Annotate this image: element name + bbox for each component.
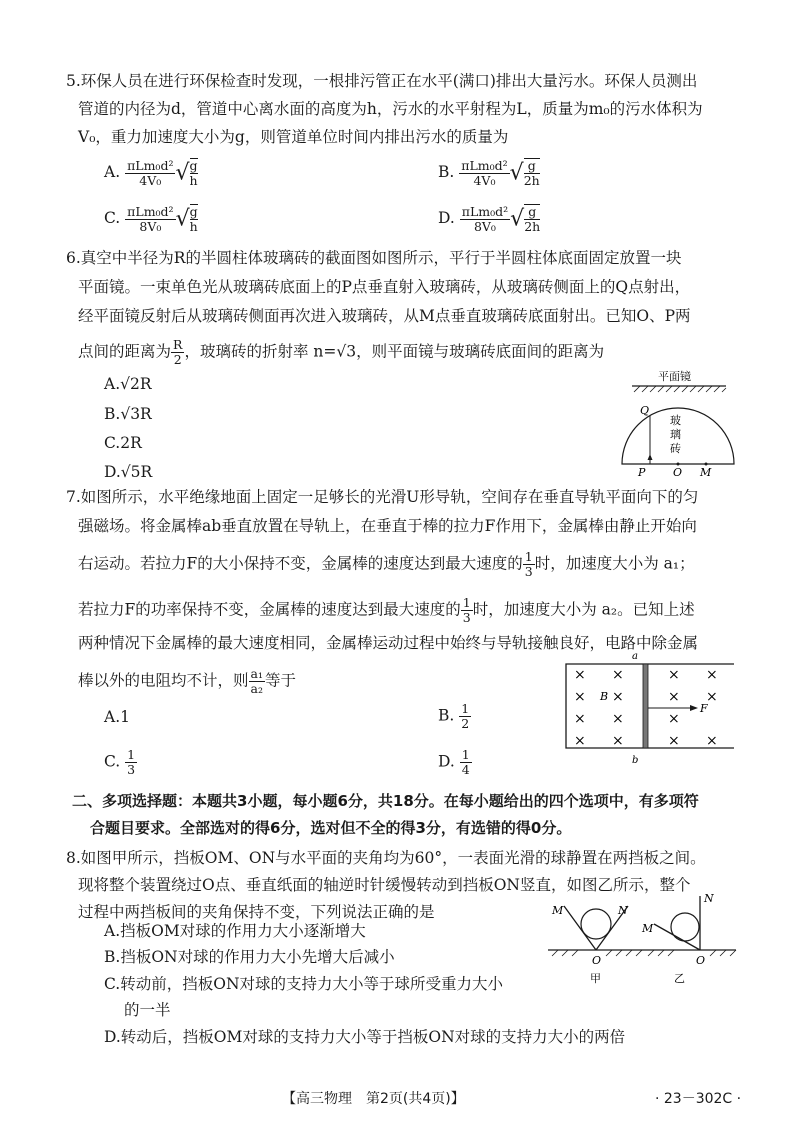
q6-line-1: 6.真空中半径为R的半圆柱体玻璃砖的截面图如图所示，平行于半圆柱体底面固定放置一块 xyxy=(66,249,682,267)
radicand-denominator: 2h xyxy=(524,219,541,234)
cross-icon: × xyxy=(612,689,624,705)
board-on xyxy=(596,906,628,950)
option-letter: C. xyxy=(104,752,121,771)
q7-line-4 xyxy=(78,596,695,625)
q6-option-b[interactable]: B.√3R xyxy=(104,405,152,423)
label-b: b xyxy=(632,755,639,766)
ray-arrow-icon xyxy=(648,454,653,460)
u-rail-figure xyxy=(560,648,740,768)
q8-option-c-cont: 的一半 xyxy=(124,1001,171,1019)
paper-code: · 23－302C · xyxy=(655,1091,742,1107)
label-n: N xyxy=(704,892,714,905)
board-om xyxy=(654,924,700,950)
option-denominator: 2 xyxy=(461,716,470,731)
option-letter: A. xyxy=(104,163,121,181)
cross-icon: × xyxy=(612,667,624,683)
option-denominator: 4V₀ xyxy=(139,172,162,188)
option-letter: A. xyxy=(104,708,121,726)
q8-line-3: 过程中两挡板间的夹角保持不变，下列说法正确的是 xyxy=(78,903,435,921)
q5-line-1: 5.环保人员在进行环保检查时发现，一根排污管正在水平(满口)排出大量污水。环保人员测出 xyxy=(66,72,698,90)
q7-line-5: 两种情况下金属棒的最大速度相同，金属棒运动过程中始终与导轨接触良好，电路中除金属 xyxy=(78,634,699,652)
q7-line-6-post: 等于 xyxy=(264,671,296,690)
label-o: O xyxy=(592,954,602,967)
glass-label-3: 砖 xyxy=(670,442,681,455)
label-m: M xyxy=(642,922,654,935)
q6-line-4-post: ，玻璃砖的折射率 n=√3，则平面镜与玻璃砖底面间的距离为 xyxy=(184,342,605,361)
q8-line-1: 8.如图甲所示，挡板OM、ON与水平面的夹角均为60°，一表面光滑的球静置在两挡板之间。 xyxy=(66,849,706,867)
section-2-line-2: 合题目要求。全部选对的得6分，选对但不全的得3分，有选错的得0分。 xyxy=(90,819,572,837)
option-denominator: 8V₀ xyxy=(473,218,496,234)
label-o: O xyxy=(696,954,706,967)
fraction-numerator: 1 xyxy=(524,549,533,564)
figure-yi xyxy=(640,888,740,988)
q7-line-6-pre: 棒以外的电阻均不计，则 xyxy=(78,671,249,690)
ground-hatching xyxy=(648,950,736,956)
q7-option-c[interactable] xyxy=(104,748,137,777)
q8-line-2: 现将整个装置绕过O点、垂直纸面的轴逆时针缓慢转动到挡板ON竖直，如图乙所示，整个 xyxy=(78,876,691,894)
option-letter: D. xyxy=(438,209,455,227)
metal-rod xyxy=(643,664,648,748)
force-f-label: F xyxy=(700,702,708,715)
fraction-denominator: 3 xyxy=(462,610,471,625)
q7-option-a[interactable] xyxy=(104,708,130,726)
mirror-label: 平面镜 xyxy=(658,370,691,383)
q7-line-3-pre: 右运动。若拉力F的大小保持不变，金属棒的速度达到最大速度的 xyxy=(78,554,523,573)
page-footer: 【高三物理 第2页(共4页)】 xyxy=(282,1091,465,1107)
radicand-numerator: g xyxy=(524,159,540,174)
field-b-label: B xyxy=(600,690,609,703)
q6-line-3: 经平面镜反射后从玻璃砖侧面再次进入玻璃砖，从M点垂直玻璃砖底面射出。已知O、P两 xyxy=(78,307,691,325)
cross-icon: × xyxy=(706,733,718,749)
q8-option-d[interactable]: D.转动后，挡板OM对球的支持力大小等于挡板ON对球的支持力大小的两倍 xyxy=(104,1028,626,1046)
q7-option-d[interactable] xyxy=(438,748,472,777)
point-p-label: P xyxy=(638,466,646,478)
fraction-numerator: 1 xyxy=(462,595,471,610)
option-numerator: πLm₀d² xyxy=(461,157,508,173)
q5-line-2: 管道的内径为d，管道中心离水面的高度为h，污水的水平射程为L，质量为m₀的污水体积为 xyxy=(78,100,703,118)
cross-icon: × xyxy=(574,667,586,683)
label-m: M xyxy=(552,904,564,917)
option-letter: C. xyxy=(104,209,121,227)
point-q-label: Q xyxy=(640,404,650,417)
ball xyxy=(581,909,611,939)
q8-option-b[interactable]: B.挡板ON对球的作用力大小先增大后减小 xyxy=(104,948,395,966)
q6-option-c[interactable]: C.2R xyxy=(104,434,142,452)
glass-label-1: 玻 xyxy=(670,414,681,427)
label-jia: 甲 xyxy=(590,972,601,985)
option-numerator: πLm₀d² xyxy=(461,203,509,219)
label-n: N xyxy=(618,904,628,917)
radical-icon: √ xyxy=(509,160,524,186)
radicand-denominator: h xyxy=(189,173,198,188)
board-om xyxy=(564,906,596,950)
cross-icon: × xyxy=(706,689,718,705)
point-m-label: M xyxy=(700,466,712,478)
figure-jia xyxy=(540,888,650,988)
option-denominator: 4V₀ xyxy=(473,172,496,188)
label-yi: 乙 xyxy=(674,972,685,985)
glass-label-2: 璃 xyxy=(670,428,681,441)
option-denominator: 4 xyxy=(461,762,470,777)
q8-option-a[interactable]: A.挡板OM对球的作用力大小逐渐增大 xyxy=(104,922,366,940)
q7-line-1: 7.如图所示，水平绝缘地面上固定一足够长的光滑U形导轨，空间存在垂直导轨平面向下的匀 xyxy=(66,488,699,506)
option-numerator: 1 xyxy=(461,747,470,762)
fraction-numerator: a₁ xyxy=(250,666,263,681)
q7-line-6 xyxy=(78,667,296,696)
q7-line-2: 强磁场。将金属棒ab垂直放置在导轨上，在垂直于棒的拉力F作用下，金属棒由静止开始向 xyxy=(78,517,697,535)
cross-icon: × xyxy=(574,733,586,749)
radical-icon: √ xyxy=(175,160,190,186)
q5-line-3: V₀，重力加速度大小为g，则管道单位时间内排出污水的质量为 xyxy=(78,128,509,146)
radicand-denominator: h xyxy=(189,219,198,234)
fraction-denominator: 3 xyxy=(524,564,533,579)
cross-icon: × xyxy=(612,711,624,727)
q7-line-4-pre: 若拉力F的功率保持不变，金属棒的速度达到最大速度的 xyxy=(78,600,461,619)
mirror-hatching xyxy=(634,386,726,392)
q7-line-3-post: 时，加速度大小为 a₁； xyxy=(534,554,695,573)
option-denominator: 3 xyxy=(127,762,136,777)
force-arrow-icon xyxy=(690,705,698,711)
option-value: 1 xyxy=(120,708,130,726)
q5-option-d[interactable] xyxy=(438,204,540,234)
cross-icon: × xyxy=(668,711,680,727)
fraction-denominator: a₂ xyxy=(250,681,263,696)
cross-icon: × xyxy=(668,667,680,683)
radical-icon: √ xyxy=(175,206,190,232)
cross-icon: × xyxy=(668,733,680,749)
q5-option-c[interactable] xyxy=(104,204,198,234)
option-letter: D. xyxy=(438,752,455,771)
q7-line-4-post: 时，加速度大小为 a₂。已知上述 xyxy=(472,600,695,619)
q6-option-d[interactable]: D.√5R xyxy=(104,463,153,481)
cross-icon: × xyxy=(668,689,680,705)
cross-icon: × xyxy=(612,733,624,749)
q5-option-b[interactable] xyxy=(438,158,540,188)
q6-line-4 xyxy=(78,338,604,367)
semicircle-glass-figure xyxy=(618,368,738,478)
radicand-numerator: g xyxy=(189,204,198,219)
q8-option-c[interactable]: C.转动前，挡板ON对球的支持力大小等于球所受重力大小 xyxy=(104,975,504,993)
cross-icon: × xyxy=(574,689,586,705)
radical-icon: √ xyxy=(510,206,525,232)
radicand-denominator: 2h xyxy=(523,173,540,188)
radicand-numerator: g xyxy=(524,205,540,220)
cross-icon: × xyxy=(574,711,586,727)
point-o-label: O xyxy=(673,466,683,478)
option-letter: B. xyxy=(438,706,455,725)
q6-line-4-pre: 点间的距离为 xyxy=(78,342,172,361)
q7-line-3 xyxy=(78,550,695,579)
fraction-numerator: R xyxy=(173,337,183,352)
label-a: a xyxy=(632,651,638,662)
option-numerator: πLm₀d² xyxy=(127,203,174,219)
option-letter: B. xyxy=(438,163,455,181)
fraction-denominator: 2 xyxy=(173,352,182,367)
cross-icon: × xyxy=(706,667,718,683)
option-numerator: 1 xyxy=(127,747,136,762)
radicand-numerator: g xyxy=(189,158,198,173)
q5-option-a[interactable] xyxy=(104,158,198,188)
section-2-line-1: 二、多项选择题：本题共3小题，每小题6分，共18分。在每小题给出的四个选项中，有多项符 xyxy=(72,792,699,810)
q7-option-b[interactable] xyxy=(438,702,471,731)
option-numerator: πLm₀d² xyxy=(127,157,174,173)
option-numerator: 1 xyxy=(461,701,470,716)
option-denominator: 8V₀ xyxy=(139,218,162,234)
ball xyxy=(671,913,699,941)
q6-option-a[interactable]: A.√2R xyxy=(104,375,152,393)
q6-line-2: 平面镜。一束单色光从玻璃砖底面上的P点垂直射入玻璃砖，从玻璃砖侧面上的Q点射出， xyxy=(78,278,691,296)
